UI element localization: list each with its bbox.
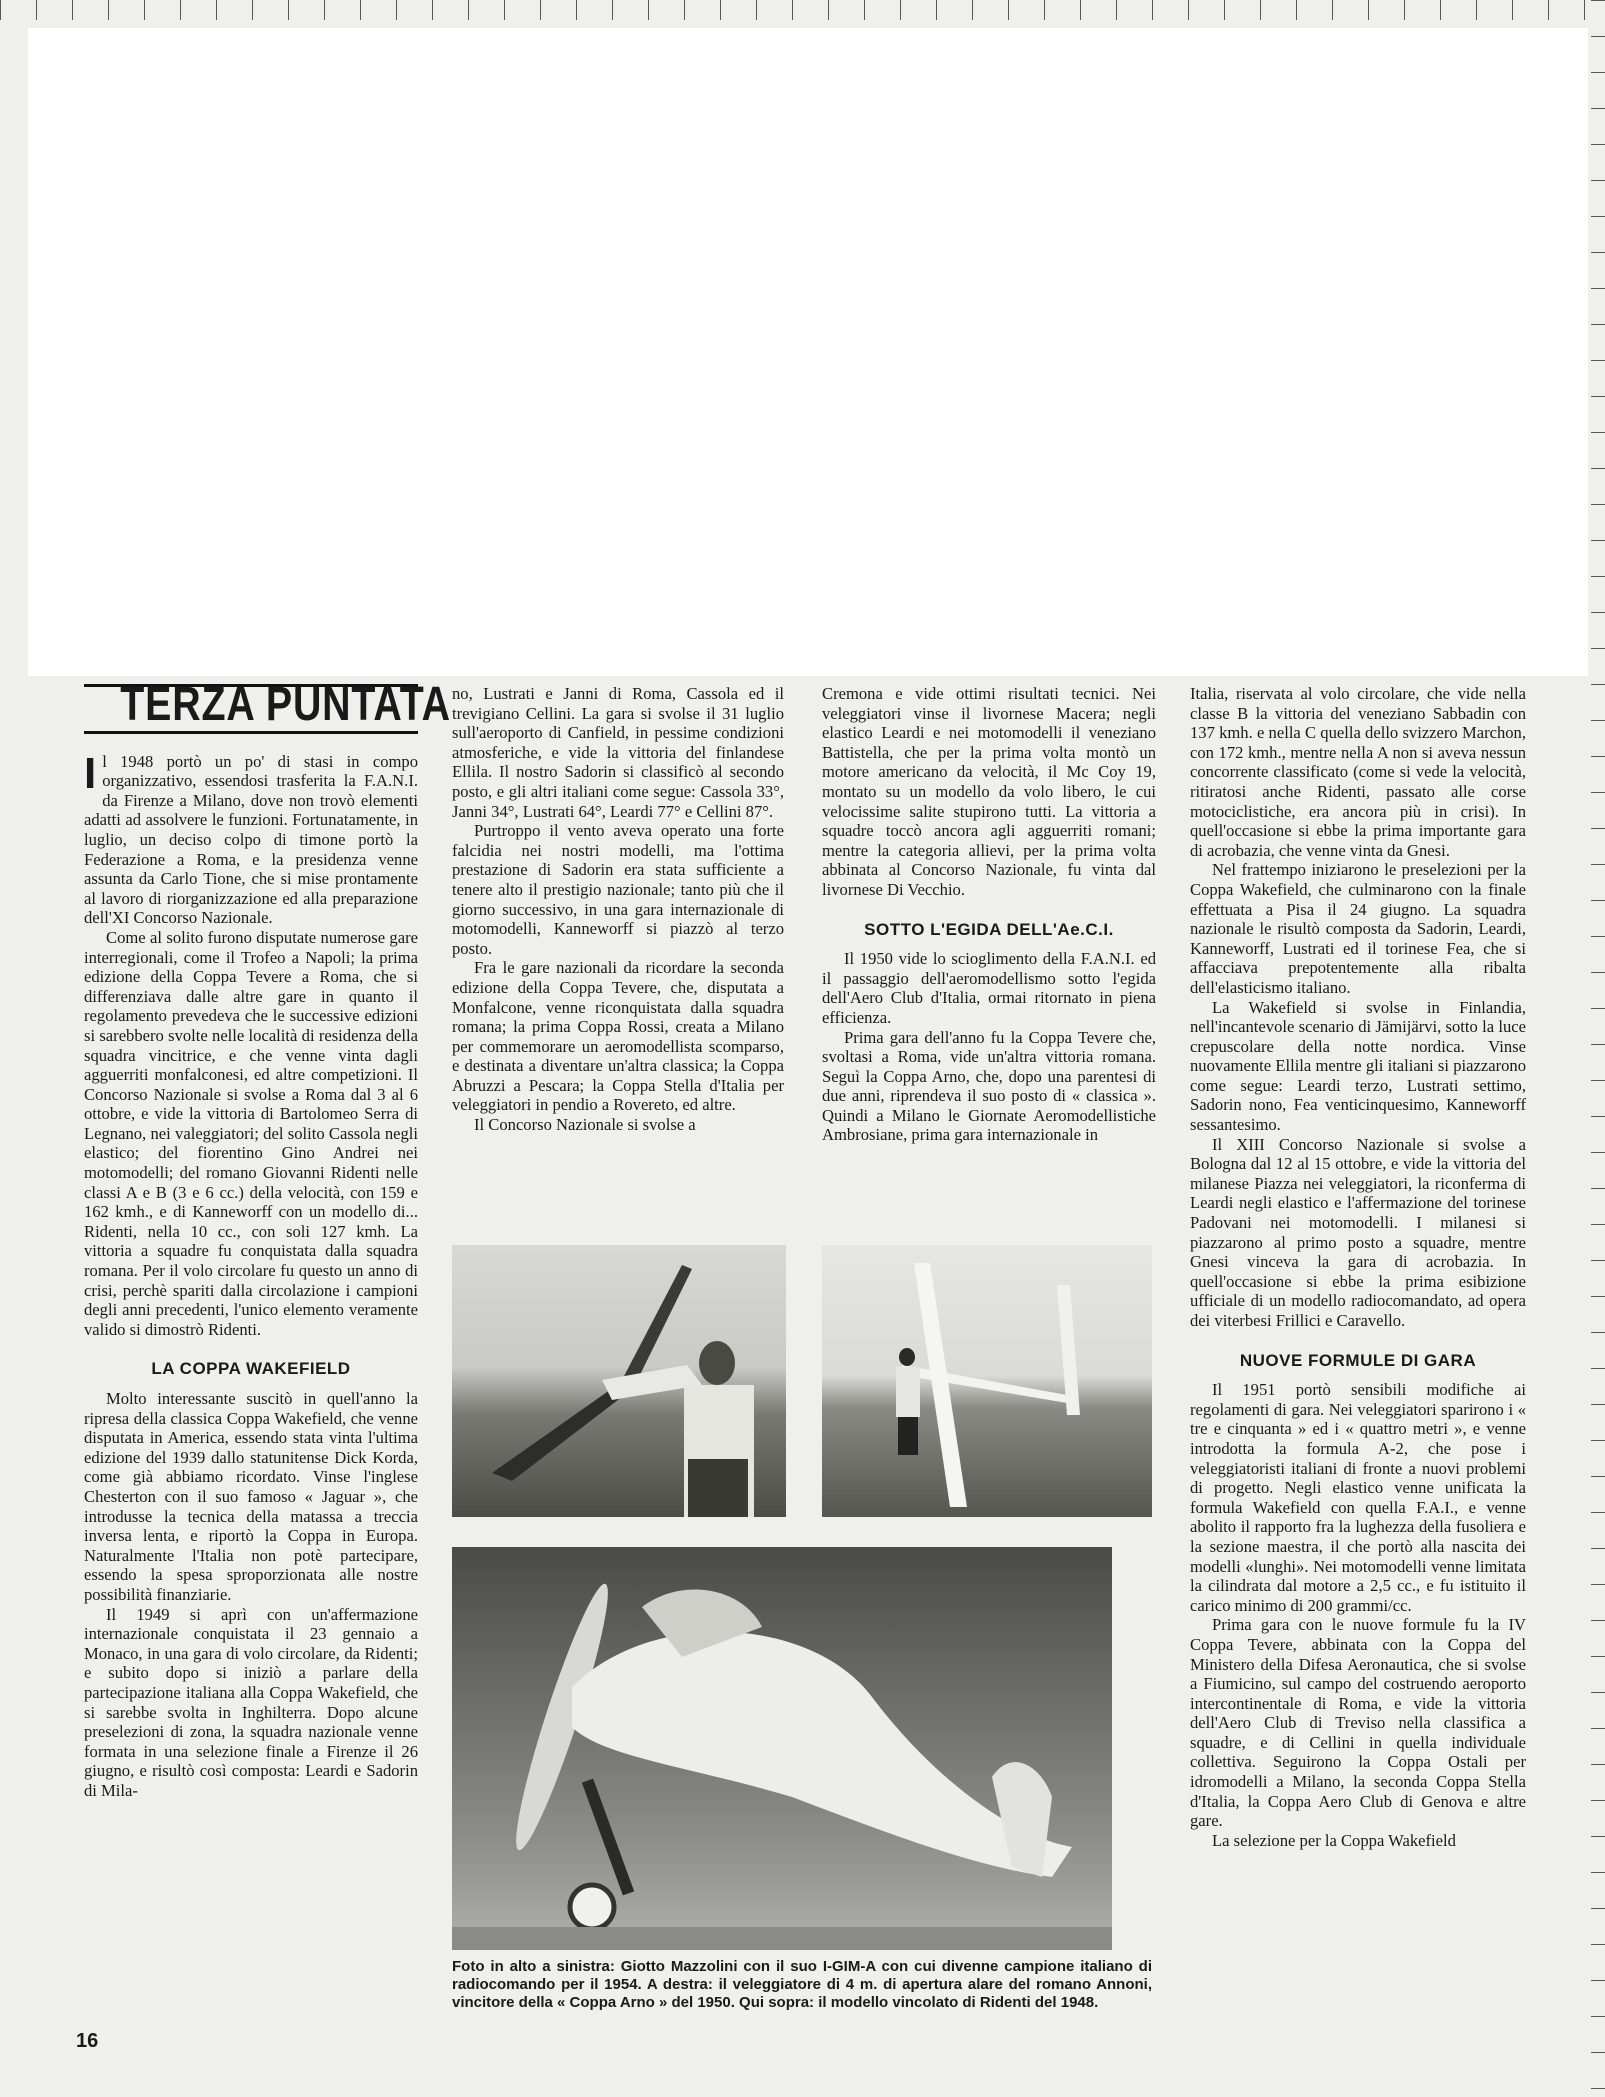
subheading-egida: SOTTO L'EGIDA DELL'Ae.C.I.	[864, 919, 1114, 939]
paragraph: Molto interessante suscitò in quell'anno la ripresa della classica Coppa Wakefield, che venne disputata in America, essendo stata vinta l'ultima edizione del 1939 dallo statunitense Dick Korda, come già abbiamo ricordato. Vinse l'inglese Chesterton con il suo famoso « Jaguar », che introdusse la tecnica della matassa a treccia inversa lenta, e riportò la Coppa in Europa. Naturalmente l'Italia non potè partecipare, essendo la spesa sproporzionata alle nostre possibilità finanziarie.	[84, 1389, 418, 1604]
paragraph: Cremona e vide ottimi risultati tecnici. Nei veleggiatori vinse il livornese Macera; negli elastico Leardi e nei motomodelli il veneziano Battistella, che per la prima volta montò un motore americano da velocità, il Mc Coy 19, montato su un modello da volo libero, le cui velocissime salite stupirono tutti. La vittoria a squadre toccò ancora agli agguerriti romani; mentre la categoria allievi, per la prima volta abbinata al Concorso Nazionale, fu vinta dal livornese Di Vecchio.	[822, 684, 1156, 899]
paragraph: Prima gara dell'anno fu la Coppa Tevere che, svoltasi a Roma, vide un'altra vittoria romana. Seguì la Coppa Arno, che, dopo una parentesi di due anni, riprendeva il suo posto di « classica ». Quindi a Milano le Giornate Aeromodellistiche Ambrosiane, prima gara internazionale in	[822, 1027, 1156, 1145]
column-3	[822, 684, 1156, 1145]
paragraph: Il 1949 si aprì con un'affermazione internazionale conquistata il 23 gennaio a Monaco, in una gara di volo circolare, da Ridenti; e subito dopo si iniziò a parlare della partecipazione italiana alla Coppa Wakefield, che si sarebbe svolta in Inghilterra. Dopo alcune preselezioni di zona, la squadra nazionale venne formata in una selezione finale a Firenze il 26 giugno, e risultò così composta: Leardi e Sadorin di Mila-	[84, 1604, 418, 1800]
paragraph: Prima gara con le nuove formule fu la IV Coppa Tevere, abbinata con la Coppa del Ministero della Difesa Aeronautica, che si svolse a Fiumicino, sul campo del costruendo aeroporto intercontinentale di Roma, e vide la vittoria dell'Aero Club di Treviso nella classifica a squadre, e di Cellini in quella individuale collettiva. Seguirono la Coppa Ostali per idromodelli a Milano, la seconda Coppa Stella d'Italia, la Coppa Aero Club di Genova e altre gare.	[1190, 1615, 1526, 1831]
subheading-formule: NUOVE FORMULE DI GARA	[1239, 1350, 1477, 1370]
paragraph: Il 1951 portò sensibili modifiche ai regolamenti di gara. Nei veleggiatori sparirono i « tre e cinquanta » ed i « quattro metri », e venne introdotta la formula A-2, che pose i veleggiatoristi italiani di fronte a nuovi problemi di progetto. Negli elastico venne unificata la formula Wakefield con quella F.A.I., e venne abolito il rapporto fra la lughezza della fusoliera e la sezione maestra, il che portò alla nascita dei modelli «lunghi». Nei motomodelli venne limitata la cilindrata dal motore a 2,5 cc., e fu istituito il carico minimo di 200 grammi/cc.	[1190, 1380, 1526, 1615]
scan-ruler-right	[1591, 0, 1605, 2097]
paragraph: Il XIII Concorso Nazionale si svolse a Bologna dal 12 al 15 ottobre, e vide la vittoria del milanese Piazza nei veleggiatori, la riconferma di Leardi negli elastico e l'affermazione del torinese Padovani nei motomodelli. I milanesi si piazzarono al primo posto a squadre, mentre Gnesi vinceva la gara di acrobazia. In quell'occasione si ebbe la prima esibizione ufficiale di un modello radiocomandato, ad opera dei viterbesi Frillici e Caravello.	[1190, 1134, 1526, 1330]
subheading-wakefield: LA COPPA WAKEFIELD	[151, 1359, 351, 1379]
paragraph: Come al solito furono disputate numerose gare interregionali, come il Trofeo a Napoli; la prima edizione della Coppa Tevere a Roma, che si differenziava dalle altre gare in quanto il regolamento prevedeva che le successive edizioni si sarebbero svolte nelle località di residenza della squadra vincitrice, e che venne vinta dagli agguerriti monfalconesi, ed altre competizioni. Il Concorso Nazionale si svolse a Roma dal 3 al 6 ottobre, e vide la vittoria di Bartolomeo Serra di Legnano, nei valeggiatori; del solito Cassola negli elastico; del fiorentino Gino Andrei nei motomodelli; del romano Giovanni Ridenti nelle classi A e B (3 e 6 cc.) della velocità, con 159 e 162 kmh., e di Kanneworff con un modello di... Ridenti, nella 10 cc., con soli 127 kmh. La vittoria a squadre fu conquistata dalla squadra romana. Per il volo circolare fu questo un anno di crisi, perchè spariti dalla circolazione i campioni degli anni precedenti, l'unico elemento veramente valido si dimostrò Ridenti.	[84, 927, 418, 1339]
scan-ruler-top	[0, 0, 1605, 20]
blank-area	[28, 28, 1588, 676]
photo-tethered-model	[452, 1547, 1112, 1950]
paragraph: Fra le gare nazionali da ricordare la seconda edizione della Coppa Tevere, che, disputata a Monfalcone, venne riconquistata dalla squadra romana; la prima Coppa Rossi, creata a Milano per commemorare un aeromodellista scomparso, e destinata a diventare un'altra classica; la Coppa Abruzzi a Pescara; la Coppa Stella d'Italia per veleggiatori in pendio a Rovereto, ed altre.	[452, 958, 784, 1115]
paragraph: Purtroppo il vento aveva operato una forte falcidia nei nostri modelli, ma l'ottima prestazione di Sadorin era stata sufficiente a tenere alto il prestigio nazionale; tanto più che il giorno successivo, in una gara internazionale di motomodelli, Kanneworff si piazzò al terzo posto.	[452, 821, 784, 958]
photo-glider	[822, 1245, 1152, 1517]
paragraph: Il 1950 vide lo scioglimento della F.A.N.I. ed il passaggio dell'aeromodellismo sotto l'egida dell'Aero Club d'Italia, ormai ritornato in piena efficienza.	[822, 949, 1156, 1027]
photo-radio-model	[452, 1245, 786, 1517]
paragraph: no, Lustrati e Janni di Roma, Cassola ed il trevigiano Cellini. La gara si svolse il 31 luglio sull'aeroporto di Canfield, in pessime condizioni atmosferiche, e vide la vittoria del finlandese Ellila. Il nostro Sadorin si classificò al secondo posto, e gli altri italiani come segue: Cassola 33°, Janni 34°, Lustrati 64°, Leardi 77° e Cellini 87°.	[452, 684, 784, 821]
photo-glider-drawing	[822, 1245, 1152, 1517]
photo-caption: Foto in alto a sinistra: Giotto Mazzolini con il suo I-GIM-A con cui divenne campione italiano di radiocomando per il 1954. A destra: il veleggiatore di 4 m. di apertura alare del romano Annoni, vincitore della « Coppa Arno » del 1950. Qui sopra: il modello vincolato di Ridenti del 1948.	[452, 1958, 1152, 2011]
paragraph: La Wakefield si svolse in Finlandia, nell'incantevole scenario di Jämijärvi, sotto la luce crepuscolare della notte nordica. Vinse nuovamente Ellila mentre gli italiani si piazzarono come segue: Leardi terzo, Lustrati settimo, Sadorin nono, Fea venticinquesimo, Kanneworff sessantesimo.	[1190, 997, 1526, 1135]
page-number: 16	[76, 2030, 99, 2052]
drop-cap: I	[84, 748, 97, 798]
intro-paragraph: Il 1948 portò un po' di stasi in compo organizzativo, essendosi trasferita la F.A.N.I. da Firenze a Milano, dove non trovò elementi adatti ad assolvere le funzioni. Fortunatamente, in luglio, un deciso colpo di timone portò la Federazione a Roma, e la presidenza venne assunta da Carlo Tione, che si mise prontamente al lavoro di riorganizzazione ed alla preparazione dell'XI Concorso Nazionale.	[84, 748, 418, 928]
column-2	[452, 684, 784, 1135]
photo-radio-model-drawing	[452, 1245, 786, 1517]
photo-tethered-model-drawing	[452, 1547, 1112, 1950]
paragraph: La selezione per la Coppa Wakefield	[1212, 1830, 1456, 1850]
column-4	[1190, 684, 1526, 1850]
column-1	[84, 678, 451, 1800]
article-title: TERZA PUNTATA	[120, 678, 451, 731]
paragraph: Il Concorso Nazionale si svolse a	[474, 1115, 696, 1135]
paragraph: Italia, riservata al volo circolare, che vide nella classe B la vittoria del veneziano Sabbadin con 137 kmh. e nella C quella dello svizzero Marchon, con 172 kmh., mentre nella A non si aveva nessun concorrente classificato (come si vede la velocità, ritiratosi anche Ridenti, passato alle corse motociclistiche, era ancora più in crisi). In quell'occasione si ebbe la prima importante gara di acrobazia, che venne vinta da Gnesi.	[1190, 684, 1526, 860]
paragraph: Nel frattempo iniziarono le preselezioni per la Coppa Wakefield, che culminarono con la finale effettuata a Pisa il 24 giugno. La squadra nazionale le risultò composta da Sadorin, Leardi, Kanneworff, Lustrati ed il torinese Fea, che si affacciava prepotentemente alla ribalta dell'elasticismo italiano.	[1190, 860, 1526, 997]
title-box	[84, 678, 451, 734]
